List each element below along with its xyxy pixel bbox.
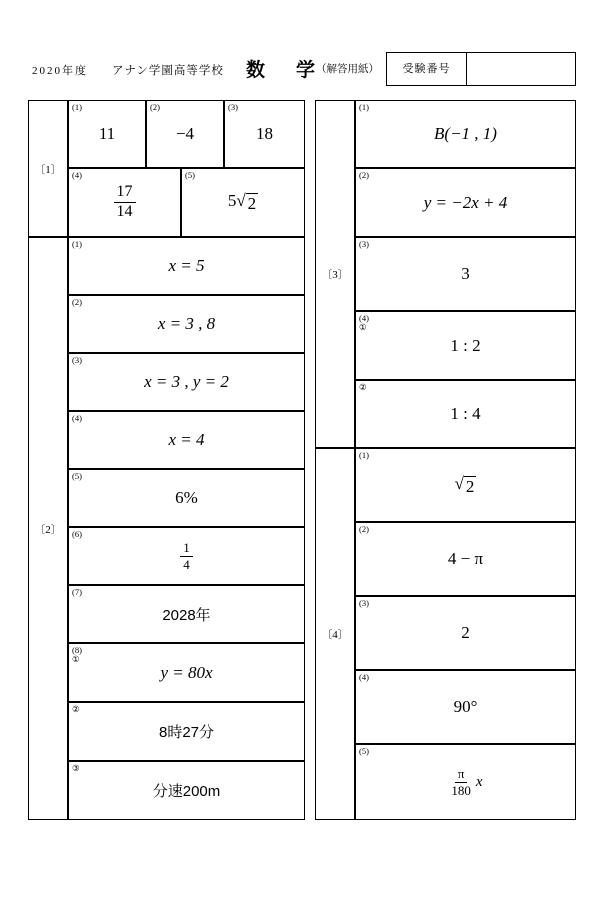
answer-cell-1-3[interactable] xyxy=(224,100,305,168)
item-number: (1) xyxy=(359,102,369,112)
item-sub-number: ② xyxy=(72,704,80,714)
answer-cell-4-4[interactable] xyxy=(355,670,576,744)
exam-number-input[interactable] xyxy=(467,53,575,85)
answer-cell-1-4[interactable] xyxy=(68,168,181,237)
answer-text: 1 : 4 xyxy=(450,404,481,423)
item-number: (2) xyxy=(359,524,369,534)
header-kind: （解答用紙） xyxy=(316,64,379,75)
item-number: (7) xyxy=(72,587,82,597)
item-number: (5) xyxy=(185,170,195,180)
answer-text: y = −2x + 4 xyxy=(423,192,508,212)
answer-cell-4-1[interactable] xyxy=(355,448,576,522)
item-number: (3) xyxy=(72,355,82,365)
answer-cell-1-5[interactable] xyxy=(181,168,305,237)
fraction-denominator: 180 xyxy=(451,782,471,798)
answer-cell-3-3[interactable] xyxy=(355,237,576,311)
answer-text: x = 3 , y = 2 xyxy=(144,372,229,391)
answer-text xyxy=(182,169,304,236)
item-number: (1) xyxy=(359,450,369,460)
answer-text: 8時27分 xyxy=(158,724,215,741)
exam-number-label: 受験番号 xyxy=(387,53,467,85)
fraction-denominator: 4 xyxy=(183,556,190,572)
answer-cell-2-6[interactable] xyxy=(68,527,305,585)
header-subject: 数 学 xyxy=(246,60,322,81)
answer-cell-3-2[interactable] xyxy=(355,168,576,237)
answer-text: 11 xyxy=(98,124,116,143)
sheet-header xyxy=(28,52,576,90)
answer-text: 1 : 2 xyxy=(450,335,481,355)
answer-cell-2-1[interactable] xyxy=(68,237,305,295)
item-sub-number: ① xyxy=(359,322,367,332)
answer-cell-2-4[interactable] xyxy=(68,411,305,469)
radical-5root2: 5 √ 2 xyxy=(227,191,257,214)
sqrt-icon: √ 2 xyxy=(454,473,475,496)
fraction-17-14 xyxy=(114,184,136,221)
item-number: (2) xyxy=(359,170,369,180)
answer-cell-2-7[interactable] xyxy=(68,585,305,643)
item-number: (3) xyxy=(359,598,369,608)
section-1-label: 〔1〕 xyxy=(34,163,62,176)
answer-cell-4-2[interactable] xyxy=(355,522,576,596)
item-sub-number: ① xyxy=(72,654,80,664)
answer-cell-4-5[interactable] xyxy=(355,744,576,820)
item-number: (3) xyxy=(228,102,238,112)
answer-text: 2 xyxy=(461,623,470,642)
header-year: 2020年度 xyxy=(32,65,88,77)
answer-cell-2-2[interactable] xyxy=(68,295,305,353)
answer-text xyxy=(356,449,575,521)
answer-cell-2-8-3[interactable] xyxy=(68,761,305,820)
answer-cell-2-5[interactable] xyxy=(68,469,305,527)
answer-text: y = 80x xyxy=(160,662,213,682)
answer-cell-1-1[interactable] xyxy=(68,100,146,168)
answer-cell-2-8-2[interactable] xyxy=(68,702,305,761)
fraction-numerator: π xyxy=(455,767,468,783)
answer-text: 分速200m xyxy=(152,783,221,800)
fraction-numerator: 1 xyxy=(180,541,193,557)
item-sub-number: ③ xyxy=(72,763,80,773)
answer-text: 4 − π xyxy=(447,549,484,568)
item-sub-number: ② xyxy=(359,382,367,392)
section-4-label-cell xyxy=(315,448,355,820)
answer-text xyxy=(69,528,304,584)
item-number: (2) xyxy=(150,102,160,112)
answer-text: x = 5 xyxy=(168,256,205,275)
answer-cell-2-3[interactable] xyxy=(68,353,305,411)
section-2-label: 〔2〕 xyxy=(34,523,62,536)
section-4-label: 〔4〕 xyxy=(321,629,349,641)
item-number: (8) xyxy=(72,645,82,655)
answer-text: x = 3 , 8 xyxy=(157,314,216,333)
fraction-denominator: 14 xyxy=(116,203,133,220)
item-number: (1) xyxy=(72,102,82,112)
item-number: (1) xyxy=(72,239,82,249)
item-number: (5) xyxy=(72,471,82,481)
fraction-suffix: x xyxy=(475,773,483,790)
answer-text: 90° xyxy=(453,697,478,716)
answer-cell-3-4-2[interactable] xyxy=(355,380,576,448)
item-number: (4) xyxy=(72,413,82,423)
section-2-label-cell xyxy=(28,237,68,820)
section-3-label: 〔3〕 xyxy=(321,269,349,281)
item-number: (3) xyxy=(359,239,369,249)
answer-text xyxy=(356,745,575,819)
item-number: (6) xyxy=(72,529,82,539)
header-school: アナン学園高等学校 xyxy=(112,65,224,77)
answer-text: 18 xyxy=(256,124,273,143)
answer-text: x = 4 xyxy=(168,430,205,449)
item-number: (5) xyxy=(359,746,369,756)
sqrt-icon: √ 2 xyxy=(236,191,257,214)
fraction-1-4 xyxy=(180,541,193,571)
item-number: (4) xyxy=(359,672,369,682)
section-1-label-cell xyxy=(28,100,68,237)
item-number: (2) xyxy=(72,297,82,307)
fraction-pi-180 xyxy=(448,767,474,797)
answer-cell-2-8-1[interactable] xyxy=(68,643,305,702)
item-number: (4) xyxy=(72,170,82,180)
section-3-label-cell xyxy=(315,100,355,448)
answer-cell-1-2[interactable] xyxy=(146,100,224,168)
answer-text: 2028年 xyxy=(162,606,211,624)
answer-cell-4-3[interactable] xyxy=(355,596,576,670)
exam-number-box xyxy=(386,52,576,86)
answer-text: 6% xyxy=(175,488,198,507)
answer-text: 3 xyxy=(461,264,470,283)
item-number: (4) xyxy=(359,313,369,323)
answer-cell-3-1[interactable] xyxy=(355,100,576,168)
answer-text xyxy=(69,169,180,236)
answer-text: B(−1 , 1) xyxy=(434,124,497,143)
answer-cell-3-4-1[interactable] xyxy=(355,311,576,380)
fraction-numerator: 17 xyxy=(114,184,136,203)
answer-text: −4 xyxy=(175,124,195,143)
